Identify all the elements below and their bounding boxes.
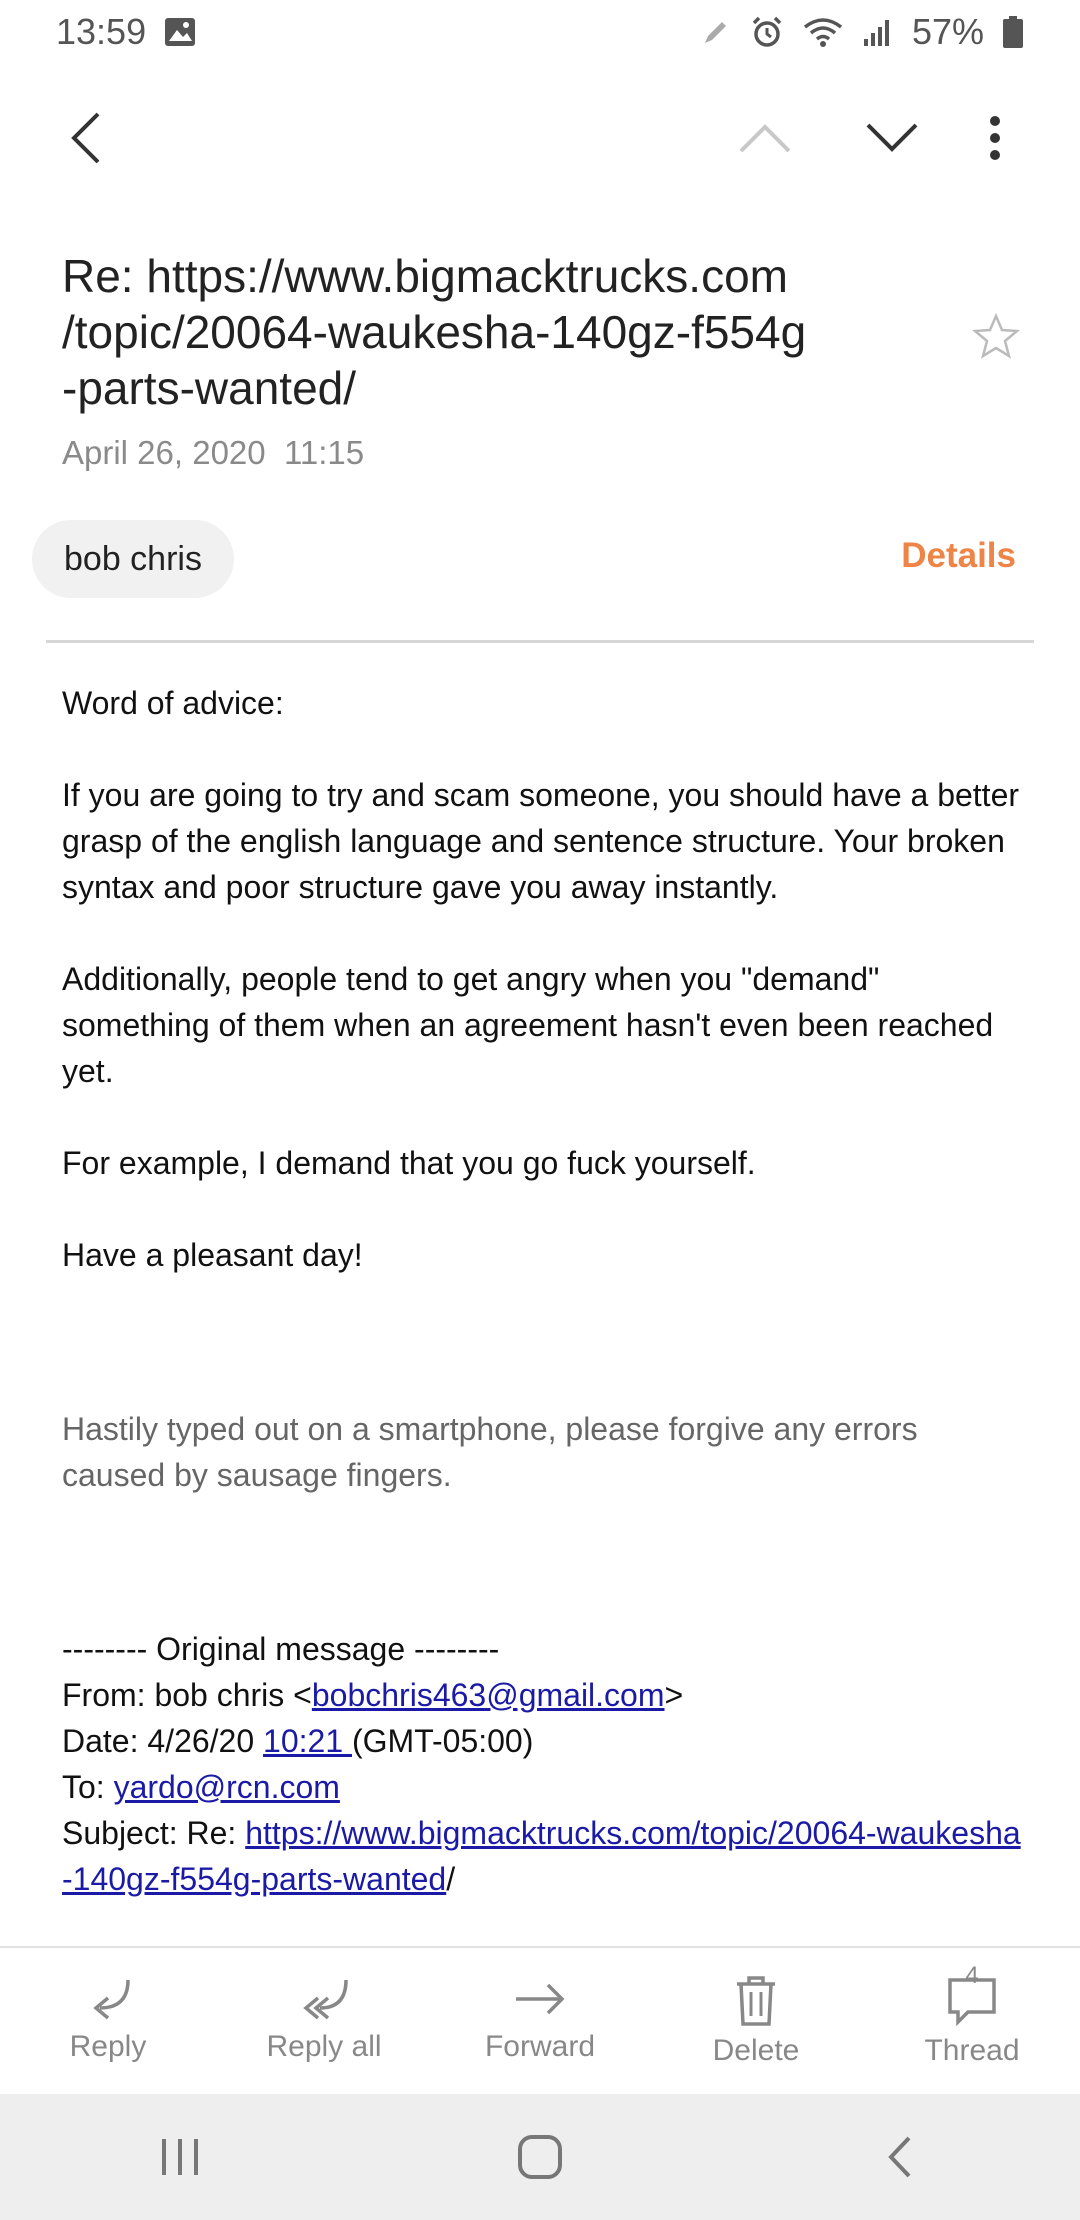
original-message bbox=[62, 1626, 1027, 1902]
email-body bbox=[62, 680, 1027, 1902]
back-button[interactable] bbox=[56, 106, 116, 170]
reply-all-icon bbox=[296, 1974, 352, 2024]
alarm-icon bbox=[750, 15, 784, 49]
original-to bbox=[62, 1764, 1027, 1810]
body-paragraph: Have a pleasant day! bbox=[62, 1237, 363, 1273]
email-date: April 26, 2020 11:15 bbox=[62, 434, 365, 471]
nav-back-icon bbox=[885, 2135, 915, 2179]
subject-line: /topic/20064-waukesha-140gz-f554g bbox=[62, 306, 807, 358]
app-bar bbox=[0, 96, 1080, 180]
star-icon bbox=[972, 313, 1020, 359]
subject-link[interactable]: https://www.bigmacktrucks.com/topic/20064-waukesha-140gz-f554g-parts-wanted bbox=[62, 1815, 1021, 1897]
trash-icon bbox=[731, 1974, 781, 2028]
reply-all-label: Reply all bbox=[266, 2030, 382, 2063]
status-left bbox=[56, 11, 196, 53]
more-vert-icon bbox=[989, 115, 1001, 161]
status-time: 13:59 bbox=[56, 11, 147, 52]
action-bar bbox=[0, 1946, 1080, 2094]
body-paragraph: Word of advice: bbox=[62, 685, 284, 721]
original-subject bbox=[62, 1810, 1027, 1902]
forward-button[interactable] bbox=[440, 1948, 640, 2096]
date-label: Date: 4/26/20 bbox=[62, 1723, 264, 1759]
subject-label: Subject: Re: bbox=[62, 1815, 246, 1851]
sender-chip[interactable]: bob chris bbox=[32, 520, 234, 598]
status-bar bbox=[0, 0, 1080, 64]
delete-label: Delete bbox=[712, 2034, 800, 2067]
thread-button[interactable]: 4 Thread bbox=[924, 1962, 1020, 2067]
from-email-link[interactable]: bobchris463@gmail.com bbox=[311, 1677, 665, 1713]
recents-button[interactable] bbox=[120, 2107, 240, 2207]
reply-label: Reply bbox=[69, 2030, 147, 2063]
recents-icon bbox=[158, 2137, 202, 2177]
reply-all-button[interactable] bbox=[224, 1948, 424, 2096]
subject-line: Re: https://www.bigmacktrucks.com bbox=[62, 250, 788, 302]
home-icon bbox=[517, 2134, 563, 2180]
body-paragraph: If you are going to try and scam someone, you should have a better grasp of the english language and sentence structure. Your broken syntax and poor structure gave you away instantly. bbox=[62, 777, 1020, 905]
email-subject bbox=[62, 248, 902, 416]
subject-tail: / bbox=[446, 1861, 456, 1897]
chevron-up-icon bbox=[737, 121, 793, 155]
nav-back-button[interactable] bbox=[840, 2107, 960, 2207]
star-button[interactable] bbox=[968, 308, 1024, 364]
more-options-button[interactable] bbox=[975, 106, 1015, 170]
original-from bbox=[62, 1672, 1027, 1718]
battery-percent: 57% bbox=[911, 11, 984, 52]
chevron-down-icon bbox=[864, 121, 920, 155]
to-label: To: bbox=[62, 1769, 114, 1805]
back-arrow-icon bbox=[66, 110, 106, 166]
delete-button[interactable] bbox=[656, 1948, 856, 2096]
to-email-link[interactable]: yardo@rcn.com bbox=[113, 1769, 340, 1805]
original-header: -------- Original message -------- bbox=[62, 1631, 500, 1667]
body-paragraph: For example, I demand that you go fuck yourself. bbox=[62, 1145, 756, 1181]
previous-email-button[interactable] bbox=[735, 106, 795, 170]
reply-icon bbox=[80, 1974, 136, 2024]
from-close: > bbox=[664, 1677, 684, 1713]
signal-icon bbox=[862, 17, 894, 47]
header-divider bbox=[46, 640, 1034, 643]
system-nav-bar bbox=[0, 2094, 1080, 2220]
date-tz: (GMT-05:00) bbox=[352, 1723, 534, 1759]
reply-button[interactable] bbox=[8, 1948, 208, 2096]
forward-label: Forward bbox=[484, 2030, 596, 2063]
body-paragraph: Additionally, people tend to get angry when you "demand" something of them when an agreement hasn't even been reached yet. bbox=[62, 961, 994, 1089]
email-signature: Hastily typed out on a smartphone, please forgive any errors caused by sausage fingers. bbox=[62, 1411, 918, 1493]
date-time-link[interactable]: 10:21 bbox=[263, 1723, 352, 1759]
home-button[interactable] bbox=[480, 2107, 600, 2207]
status-right bbox=[700, 11, 1024, 53]
next-email-button[interactable] bbox=[862, 106, 922, 170]
battery-icon bbox=[1002, 15, 1024, 49]
pencil-icon bbox=[700, 16, 732, 48]
from-label: From: bob chris < bbox=[62, 1677, 312, 1713]
thread-label: Thread bbox=[924, 2034, 1020, 2067]
details-link[interactable]: Details bbox=[901, 536, 1016, 575]
wifi-icon bbox=[802, 16, 844, 48]
original-date bbox=[62, 1718, 1027, 1764]
subject-line: -parts-wanted/ bbox=[62, 362, 357, 414]
image-icon bbox=[164, 17, 196, 47]
forward-icon bbox=[512, 1974, 568, 2024]
